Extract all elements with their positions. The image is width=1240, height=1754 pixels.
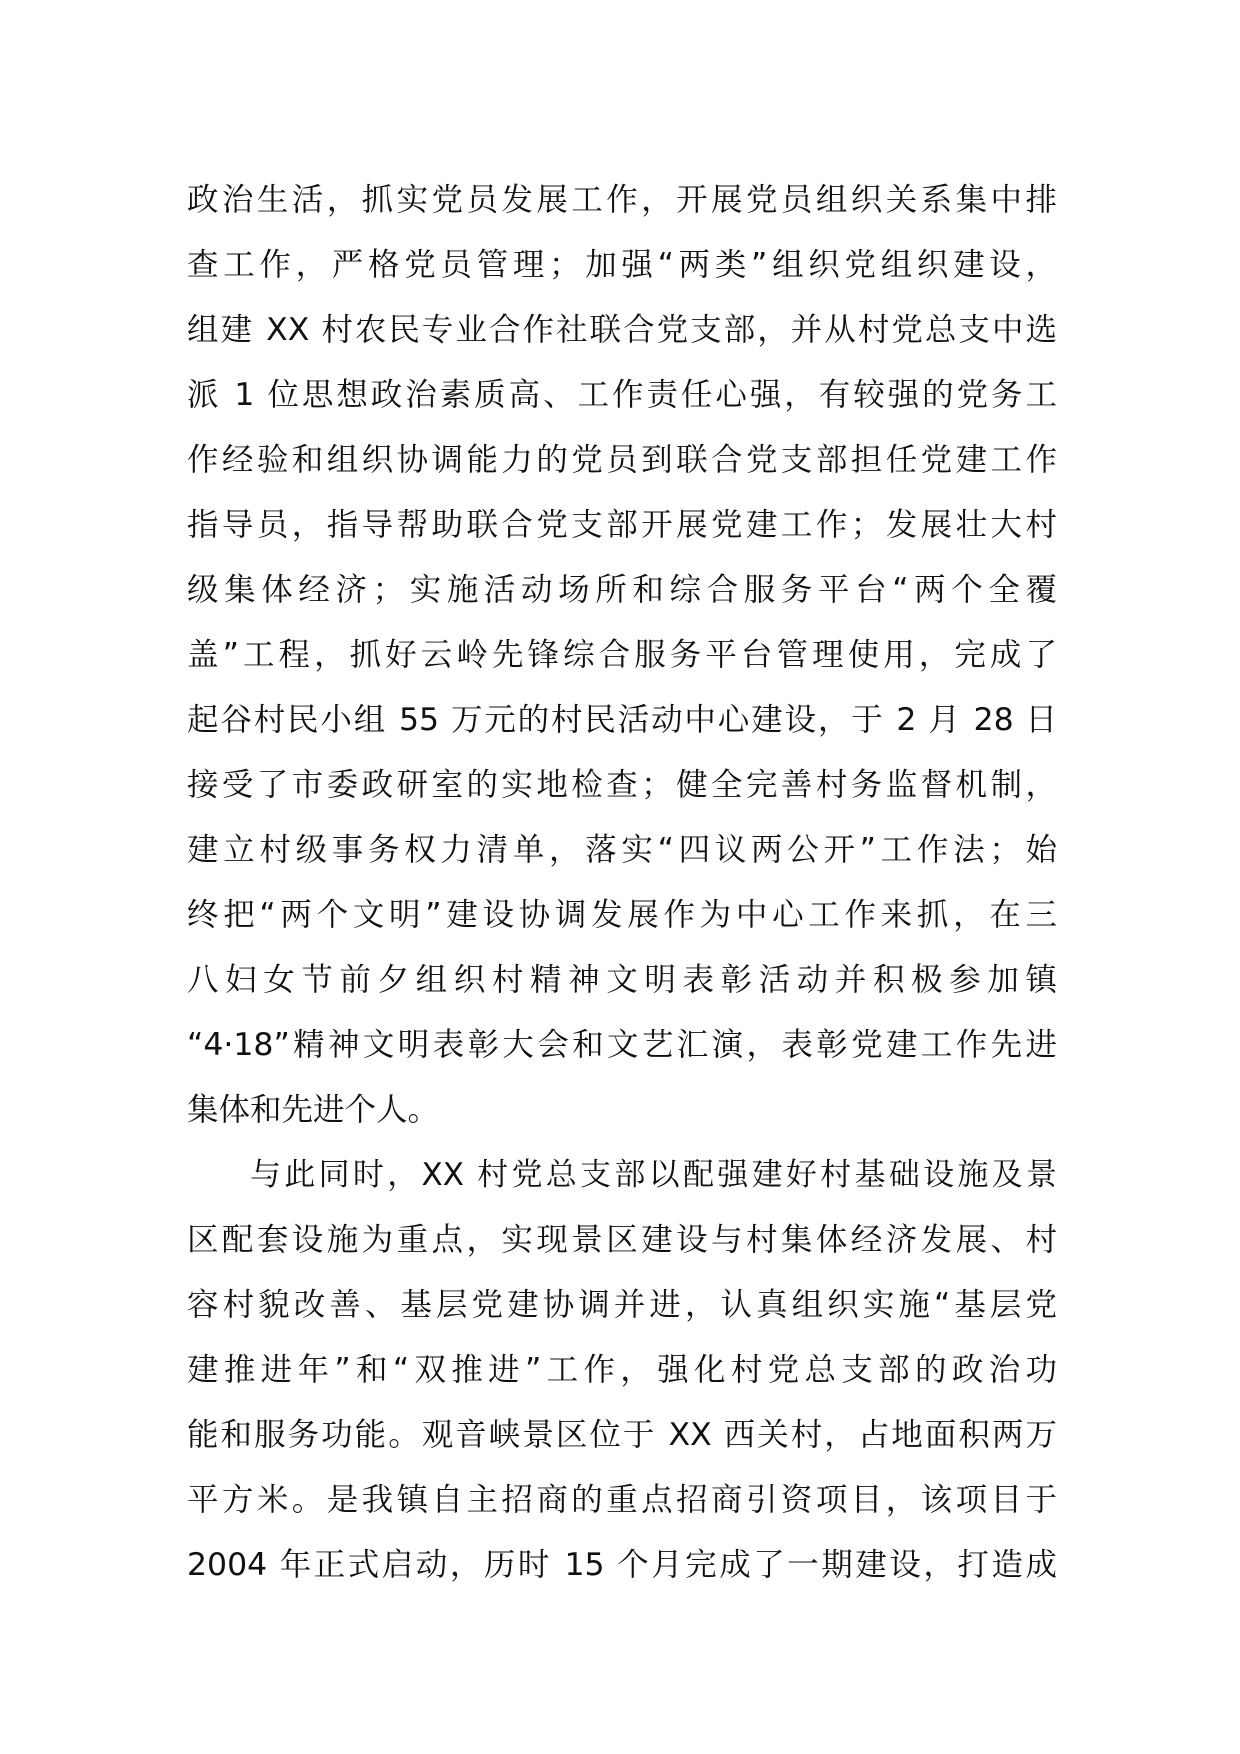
text-line: 容村貌改善、基层党建协调并进，认真组织实施“基层党: [187, 1287, 1057, 1323]
text-line: 2004 年正式启动，历时 15 个月完成了一期建设，打造成: [187, 1547, 1057, 1583]
paragraph-2: [187, 1143, 1057, 1598]
text-line: 盖”工程，抓好云岭先锋综合服务平台管理使用，完成了: [187, 637, 1057, 673]
text-line: 组建 XX 村农民专业合作社联合党支部，并从村党总支中选: [187, 312, 1057, 348]
text-line: “4·18”精神文明表彰大会和文艺汇演，表彰党建工作先进: [187, 1027, 1057, 1063]
text-line: 接受了市委政研室的实地检查；健全完善村务监督机制，: [187, 767, 1057, 803]
body-text: [187, 168, 1057, 1598]
text-line: 平方米。是我镇自主招商的重点招商引资项目，该项目于: [187, 1482, 1057, 1518]
text-line: 区配套设施为重点，实现景区建设与村集体经济发展、村: [187, 1222, 1057, 1258]
text-line: 八妇女节前夕组织村精神文明表彰活动并积极参加镇: [187, 962, 1057, 998]
text-line-last: 集体和先进个人。: [187, 1092, 440, 1128]
text-line: 指导员，指导帮助联合党支部开展党建工作；发展壮大村: [187, 507, 1057, 543]
paragraph-1: [187, 168, 1057, 1143]
text-line: 查工作，严格党员管理；加强“两类”组织党组织建设，: [187, 247, 1057, 283]
text-line: 政治生活，抓实党员发展工作，开展党员组织关系集中排: [187, 182, 1057, 218]
text-line: 起谷村民小组 55 万元的村民活动中心建设，于 2 月 28 日: [187, 702, 1057, 738]
text-line: 建立村级事务权力清单，落实“四议两公开”工作法；始: [187, 832, 1057, 868]
text-line: 作经验和组织协调能力的党员到联合党支部担任党建工作: [187, 442, 1057, 478]
text-line: 终把“两个文明”建设协调发展作为中心工作来抓，在三: [187, 897, 1057, 933]
text-line: 级集体经济；实施活动场所和综合服务平台“两个全覆: [187, 572, 1057, 608]
text-line: 建推进年”和“双推进”工作，强化村党总支部的政治功: [187, 1352, 1057, 1388]
text-line-indented: 与此同时，XX 村党总支部以配强建好村基础设施及景: [250, 1157, 1057, 1193]
text-line: 能和服务功能。观音峡景区位于 XX 西关村，占地面积两万: [187, 1417, 1057, 1453]
text-line: 派 1 位思想政治素质高、工作责任心强，有较强的党务工: [187, 377, 1057, 413]
